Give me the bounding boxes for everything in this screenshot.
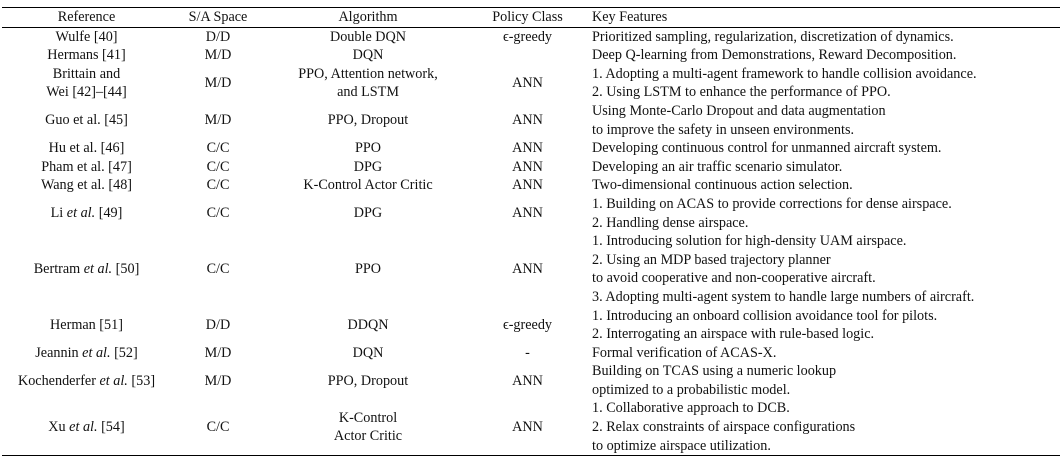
cell-reference [2,176,171,195]
cell-algorithm [265,139,471,158]
header-algorithm: Algorithm [338,9,398,25]
feature-line: Building on TCAS using a numeric lookup [592,363,837,380]
cell-sa-space: D/D [205,316,231,333]
reference-text [5,372,168,391]
cell-algorithm [265,27,471,46]
cell-key-features [584,158,1060,177]
cell-reference [2,399,171,455]
feature-line: 1. Building on ACAS to provide corrections for dense airspace. [592,195,952,212]
cell-key-features [584,139,1060,158]
cell-key-features [584,27,1060,46]
cell-sa-space: C/C [206,261,230,278]
header-key-features: Key Features [592,9,668,25]
reference-author: Xu [48,419,66,436]
reference-author: Kochenderfer [17,372,96,389]
reference-citation: [53] [131,372,156,389]
cell-sa-space: M/D [204,112,232,129]
cell-algorithm [265,176,471,195]
cell-algorithm [265,195,471,232]
cell-sa-space: M/D [204,372,232,389]
feature-line: 1. Introducing solution for high-density UAM airspace. [592,233,907,250]
reference-citation: [49] [98,205,123,222]
cell-sa-space: M/D [204,344,232,361]
table-row [2,195,1060,232]
reference-text: Pham et al. [47] [41,158,132,175]
table-row [2,46,1060,65]
feature-line: 2. Handling dense airspace. [592,214,749,231]
reference-citation: [50] [115,261,140,278]
table-row [2,27,1060,46]
cell-policy-class: ANN [512,177,543,194]
feature-line: Two-dimensional continuous action selection. [592,177,853,194]
reference-etal: et al. [69,419,98,436]
feature-line: to avoid cooperative and non-cooperative aircraft. [592,270,876,287]
cell-sa-space: C/C [206,205,230,222]
reference-text: Brittain and [52,65,121,82]
algorithm-text: PPO, Dropout [327,112,409,129]
cell-reference [2,344,171,363]
cell-policy-class: ANN [512,158,543,175]
feature-line: 3. Adopting multi-agent system to handle large numbers of aircraft. [592,288,975,305]
cell-reference [2,307,171,344]
feature-line: to improve the safety in unseen environments. [592,121,855,138]
table-row [2,344,1060,363]
feature-line: 1. Adopting a multi-agent framework to handle collision avoidance. [592,65,977,82]
cell-sa-space: C/C [206,158,230,175]
cell-algorithm [265,232,471,306]
cell-key-features [584,176,1060,195]
reference-text: Hermans [41] [47,47,126,64]
cell-algorithm [265,158,471,177]
table-row [2,102,1060,139]
reference-etal: et al. [83,261,113,278]
cell-policy-class: ϵ-greedy [502,316,553,333]
table-row [2,139,1060,158]
algorithm-text: DQN [352,344,384,361]
header-sa-space: S/A Space [188,9,248,25]
header-row [2,8,1060,28]
cell-algorithm [265,46,471,65]
algorithm-text: PPO [354,261,382,278]
feature-line: 1. Introducing an onboard collision avoidance tool for pilots. [592,307,938,324]
algorithm-text: K-Control [338,409,398,426]
reference-etal: et al. [82,344,111,361]
cell-algorithm [265,65,471,102]
algorithm-text: Double DQN [329,28,407,45]
cell-key-features [584,344,1060,363]
cell-policy-class: ANN [512,205,543,222]
cell-key-features [584,195,1060,232]
cell-policy-class [471,46,584,65]
algorithm-text: DQN [352,47,384,64]
reference-etal: et al. [99,372,128,389]
feature-line: Using Monte-Carlo Dropout and data augmentation [592,102,886,119]
reference-text [5,344,168,363]
cell-reference [2,139,171,158]
cell-sa-space: M/D [204,75,232,92]
feature-line: optimized to a probabilistic model. [592,381,791,398]
cell-policy-class: ANN [512,112,543,129]
cell-policy-class: ANN [512,75,543,92]
cell-sa-space: D/D [205,28,231,45]
header-reference: Reference [57,9,116,25]
reference-text: Herman [51] [50,316,123,333]
cell-reference [2,362,171,399]
cell-sa-space: C/C [206,419,230,436]
comparison-table [2,7,1060,456]
table-row [2,176,1060,195]
cell-policy-class: ANN [512,372,543,389]
cell-key-features [584,232,1060,306]
cell-key-features [584,307,1060,344]
reference-text [5,418,168,437]
cell-policy-class: ANN [512,419,543,436]
table-row [2,232,1060,306]
cell-reference [2,195,171,232]
cell-sa-space: M/D [204,47,232,64]
table-row [2,307,1060,344]
cell-algorithm [265,307,471,344]
cell-sa-space: C/C [206,140,230,157]
algorithm-text: PPO, Attention network, [298,65,438,82]
algorithm-text: Actor Critic [333,428,403,445]
algorithm-text: DPG [353,158,383,175]
cell-reference [2,102,171,139]
table-row [2,362,1060,399]
algorithm-text: K-Control Actor Critic [303,177,433,194]
feature-line: 2. Interrogating an airspace with rule-based logic. [592,326,875,343]
reference-citation: [54] [101,419,125,436]
algorithm-text: DPG [353,205,383,222]
table-body [2,27,1060,456]
table-header [2,8,1060,28]
feature-line: 2. Using LSTM to enhance the performance of PPO. [592,84,891,101]
algorithm-text: and LSTM [337,84,399,101]
feature-line: Formal verification of ACAS-X. [592,344,777,361]
cell-algorithm [265,399,471,455]
reference-text [5,260,168,279]
cell-reference [2,46,171,65]
feature-line: Prioritized sampling, regularization, discretization of dynamics. [592,28,954,45]
cell-key-features [584,362,1060,399]
cell-policy-class: ANN [512,261,543,278]
table-row [2,399,1060,455]
algorithm-text: DDQN [347,316,389,333]
cell-algorithm [265,344,471,363]
feature-line: 2. Using an MDP based trajectory planner [592,251,831,268]
feature-line: 1. Collaborative approach to DCB. [592,400,790,417]
reference-author: Bertram [33,261,81,278]
header-policy-class: Policy Class [492,9,563,25]
feature-line: 2. Relax constraints of airspace configurations [592,419,856,436]
reference-text [5,204,168,223]
cell-key-features [584,46,1060,65]
cell-reference [2,27,171,46]
cell-policy-class: - [525,344,530,361]
table-row [2,158,1060,177]
cell-algorithm [265,102,471,139]
feature-line: Deep Q-learning from Demonstrations, Reward Decomposition. [592,47,957,64]
algorithm-text: PPO, Dropout [327,372,409,389]
algorithm-text: PPO [354,140,382,157]
cell-policy-class: ANN [512,140,543,157]
feature-line: to optimize airspace utilization. [592,437,771,454]
cell-policy-class: ϵ-greedy [502,28,553,45]
reference-text: Wulfe [40] [55,28,118,45]
reference-etal: et al. [66,205,96,222]
cell-key-features [584,399,1060,455]
reference-text: Hu et al. [46] [48,140,125,157]
cell-sa-space: C/C [206,177,230,194]
feature-line: Developing an air traffic scenario simulator. [592,158,843,175]
feature-line: Developing continuous control for unmanned aircraft system. [592,140,942,157]
reference-author: Li [50,205,64,222]
reference-text: Wang et al. [48] [40,177,133,194]
reference-citation: [52] [114,344,138,361]
table-row [2,65,1060,102]
reference-text: Wei [42]–[44] [46,84,127,101]
cell-reference [2,232,171,306]
cell-key-features [584,65,1060,102]
cell-algorithm [265,362,471,399]
reference-text: Guo et al. [45] [45,112,128,129]
cell-reference [2,65,171,102]
cell-key-features [584,102,1060,139]
reference-author: Jeannin [35,344,79,361]
cell-reference [2,158,171,177]
